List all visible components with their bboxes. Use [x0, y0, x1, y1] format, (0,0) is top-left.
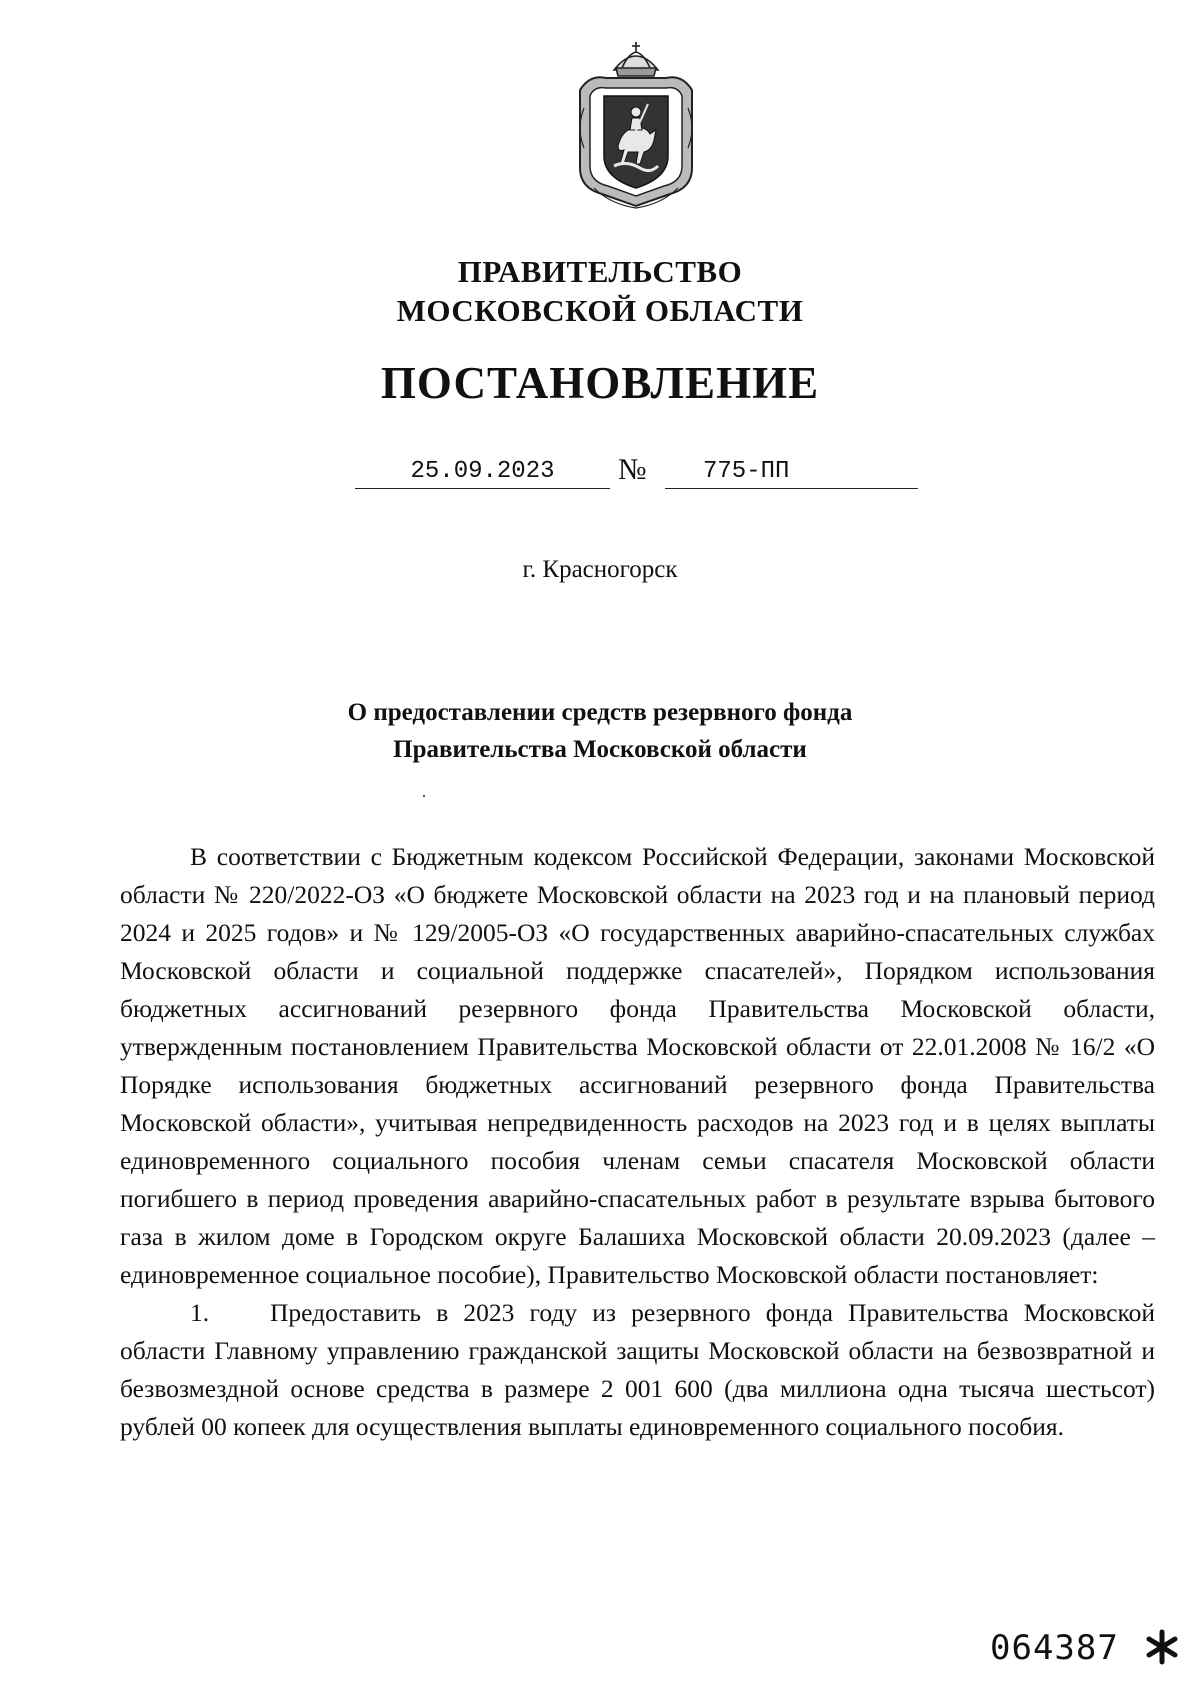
- registration-number-label: №: [618, 453, 647, 486]
- clause-paragraph: [120, 1294, 1155, 1446]
- city-of-issue: г. Красногорск: [522, 556, 678, 583]
- moscow-oblast-coat-of-arms-icon: [570, 38, 702, 210]
- form-serial-number: 064387: [990, 1628, 1119, 1668]
- clause-number: 1.: [190, 1298, 210, 1327]
- document-type-title: ПОСТАНОВЛЕНИЕ: [380, 358, 820, 408]
- organization-name-line2: МОСКОВСКОЙ ОБЛАСТИ: [396, 293, 804, 328]
- subject-title-line2: Правительства Московской области: [393, 736, 807, 763]
- document-body: [120, 838, 1155, 1446]
- registration-date-value: 25.09.2023: [410, 458, 555, 485]
- registration-date: [355, 455, 610, 489]
- registration-number-value: 775-ПП: [703, 458, 790, 485]
- registration-number: [665, 455, 918, 489]
- clause-text: Предоставить в 2023 году из резервного фонда Правительства Московской области Главному управлению гражданской защиты Московской области на безвозвратной и безвозмездной основе средства в размере 2 001 600 (два миллиона одна тысяча шестьсот) рублей 00 копеек для осуществления выплаты единовременного социального пособия.: [120, 1298, 1155, 1441]
- preamble-paragraph: В соответствии с Бюджетным кодексом Российской Федерации, законами Московской области № 220/2022-ОЗ «О бюджете Московской области на 2023 год и на плановый период 2024 и 2025 годов» и № 129/2005-ОЗ «О государственных аварийно-спасательных службах Московской области и социальной поддержке спасателей», Порядком использования бюджетных ассигнований резервного фонда Правительства Московской области, утвержденным постановлением Правительства Московской области от 22.01.2008 № 16/2 «О Порядке использования бюджетных ассигнований резервного фонда Правительства Московской области», учитывая непредвиденность расходов на 2023 год и в целях выплаты единовременного социального пособия членам семьи спасателя Московской области погибшего в период проведения аварийно-спасательных работ в результате взрыва бытового газа в жилом доме в Городском округе Балашиха Московской области 20.09.2023 (далее – единовременное социальное пособие), Правительство Московской области постановляет:: [120, 842, 1155, 1289]
- scan-speck: [423, 795, 425, 797]
- asterisk-icon: [1143, 1628, 1181, 1666]
- organization-name-line1: ПРАВИТЕЛЬСТВО: [457, 254, 743, 289]
- subject-title-line1: О предоставлении средств резервного фонда: [347, 699, 853, 726]
